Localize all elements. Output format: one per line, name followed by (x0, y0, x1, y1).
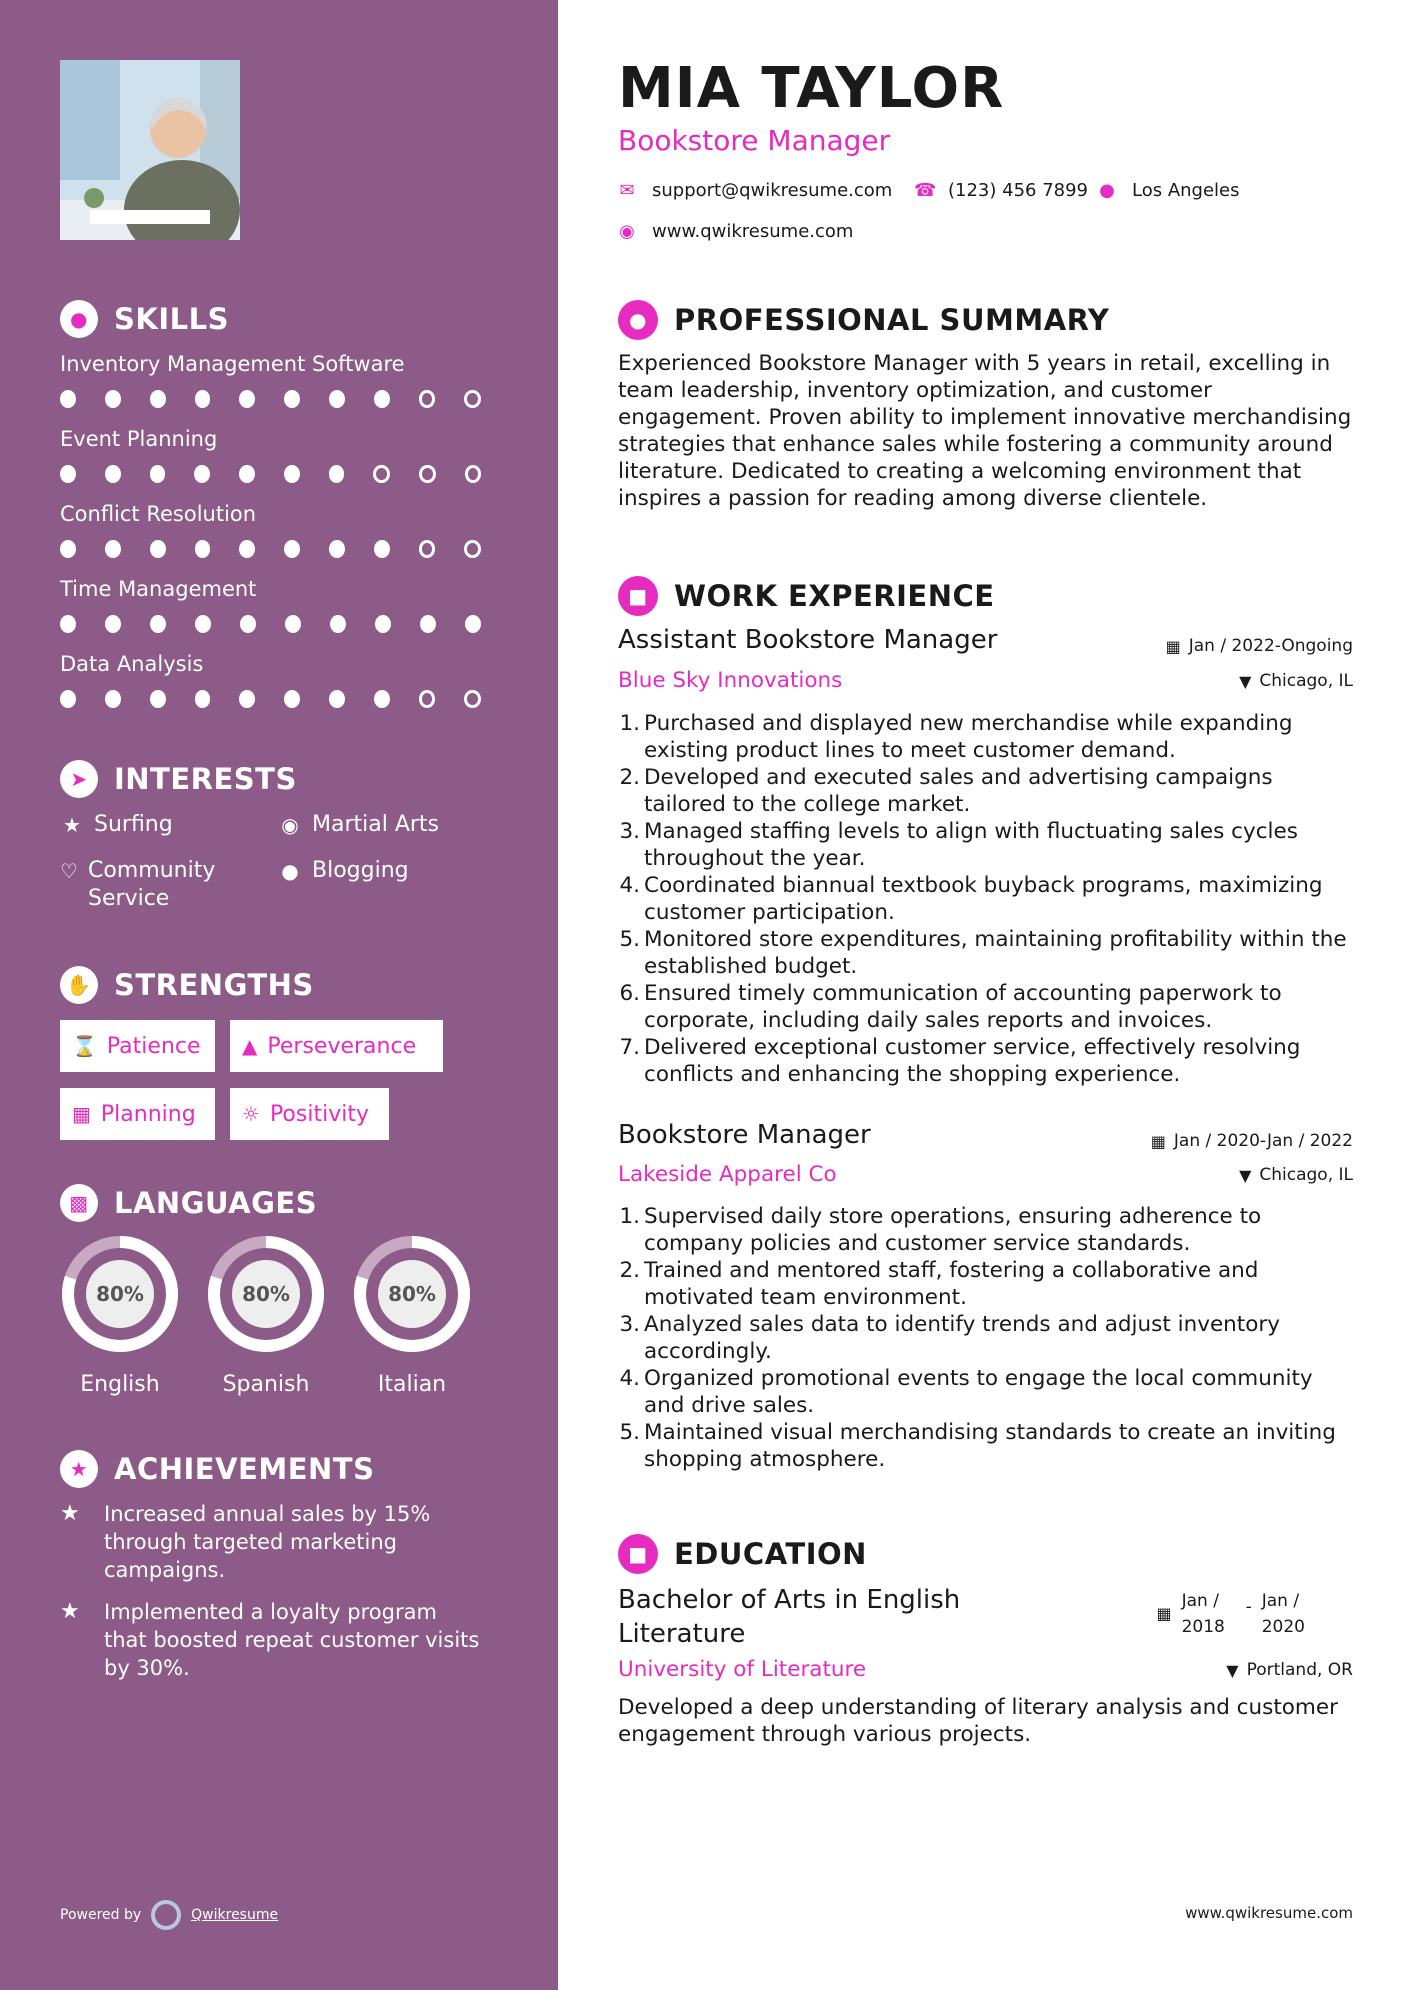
item-text: Purchased and displayed new merchandise while expanding existing product lines to meet customer demand. (644, 711, 1293, 763)
website-text[interactable]: www.qwikresume.com (652, 221, 854, 242)
skill-rating (60, 390, 510, 408)
candidate-name: MIA TAYLOR (618, 56, 1005, 121)
degree-line: Literature (618, 1619, 746, 1649)
item-number: 4. (619, 873, 640, 898)
map-pin-icon: ● (1099, 180, 1115, 201)
rating-dot-filled (195, 690, 211, 708)
rating-dot-filled (105, 615, 121, 633)
item-text: Ensured timely communication of accounting paperwork to corporate, including daily sales reports and invoices. (644, 981, 1282, 1033)
job-dates (1166, 636, 1353, 656)
rating-dot-filled (239, 465, 255, 483)
item-text: Coordinated biannual textbook buyback programs, maximizing customer participation. (644, 873, 1323, 925)
date-separator: - (1245, 1597, 1252, 1617)
contact-website[interactable] (618, 221, 853, 242)
item-number: 4. (619, 1366, 640, 1391)
rating-dot-filled (150, 465, 166, 483)
skill-item (60, 352, 510, 408)
skill-name: Conflict Resolution (60, 502, 257, 526)
rating-dot-filled (239, 390, 255, 408)
achievements-heading (60, 1450, 374, 1488)
degree-line: Bachelor of Arts in English (618, 1585, 961, 1615)
language-name: Italian (377, 1372, 447, 1397)
item-text: Monitored store expenditures, maintaining profitability within the established budget. (644, 927, 1347, 979)
job-dates (1151, 1131, 1353, 1151)
item-number: 7. (619, 1035, 640, 1060)
responsibility-item (618, 980, 1353, 1034)
rating-dot-filled (195, 615, 211, 633)
responsibility-item (618, 1365, 1353, 1419)
hand-icon: ♡ (60, 859, 78, 883)
rating-dot-filled (239, 690, 255, 708)
strength-tag (230, 1088, 389, 1140)
rating-dot-filled (374, 390, 390, 408)
paper-plane-icon: ➤ (60, 760, 98, 798)
shooting-star-icon: ★ (60, 1599, 80, 1624)
rating-dot-filled (150, 390, 166, 408)
pin-icon: ▼ (1239, 671, 1252, 691)
item-number: 1. (619, 1204, 640, 1229)
rating-dot-filled (329, 540, 345, 558)
item-number: 5. (619, 927, 640, 952)
rating-dot-filled (105, 540, 121, 558)
responsibility-item (618, 710, 1353, 764)
company-name: Blue Sky Innovations (618, 668, 843, 693)
degree-title (618, 1583, 960, 1651)
rating-dot-filled (284, 540, 300, 558)
responsibility-item (618, 1257, 1353, 1311)
skill-name: Inventory Management Software (60, 352, 405, 376)
skill-name: Time Management (60, 577, 257, 601)
responsibility-item (618, 1311, 1353, 1365)
summary-title: PROFESSIONAL SUMMARY (674, 303, 1110, 337)
languages-title: LANGUAGES (114, 1186, 318, 1220)
strength-label: Planning (100, 1101, 196, 1127)
skill-item (60, 652, 510, 708)
phone-text: (123) 456 7899 (948, 180, 1089, 201)
rating-dot-filled (60, 690, 76, 708)
responsibility-item (618, 764, 1353, 818)
rating-dot-filled (60, 465, 76, 483)
language-icon: ▩ (60, 1184, 98, 1222)
strength-tag (60, 1020, 215, 1072)
skill-name: Data Analysis (60, 652, 204, 676)
job-location (1239, 1165, 1353, 1185)
rating-dot-filled (150, 690, 166, 708)
rating-dot-empty (419, 690, 436, 708)
powered-brand-link[interactable]: Qwikresume (191, 1907, 279, 1923)
rating-dot-filled (240, 615, 256, 633)
start-month: Jan / (1181, 1591, 1219, 1611)
interest-item (60, 857, 250, 913)
powered-by (60, 1900, 278, 1930)
calendar-icon: ▦ (1150, 1131, 1166, 1151)
responsibility-item (618, 818, 1353, 872)
rating-dot-filled (105, 690, 121, 708)
candidate-role: Bookstore Manager (618, 124, 891, 157)
rating-dot-filled (105, 465, 121, 483)
rating-dot-filled (60, 540, 76, 558)
achievement-item (60, 1500, 480, 1584)
language-gauge (350, 1232, 474, 1356)
interest-label: Martial Arts (312, 812, 440, 837)
skill-rating (60, 690, 510, 708)
item-number: 2. (619, 765, 640, 790)
rating-dot-filled (195, 540, 211, 558)
contact-email[interactable] (618, 180, 892, 201)
interest-label: Blogging (312, 858, 409, 883)
globe-icon: ◉ (619, 221, 635, 242)
rating-dot-filled (150, 615, 166, 633)
skill-item (60, 427, 510, 483)
job-location-text: Chicago, IL (1259, 671, 1353, 691)
strengths-heading (60, 966, 314, 1004)
rating-dot-filled (284, 390, 300, 408)
star-icon: ★ (63, 813, 81, 837)
language-item (204, 1232, 328, 1397)
rating-dot-empty (419, 540, 436, 558)
briefcase-icon: ■ (618, 576, 658, 616)
language-gauge (58, 1232, 182, 1356)
end-year: 2020 (1261, 1617, 1305, 1637)
experience-title: WORK EXPERIENCE (674, 579, 995, 613)
strength-label: Patience (106, 1033, 201, 1059)
education-heading (618, 1534, 867, 1574)
strength-tag (60, 1088, 215, 1140)
rating-dot-filled (60, 390, 76, 408)
achievement-text: Increased annual sales by 15% through targeted marketing campaigns. (104, 1502, 431, 1582)
language-percent: 80% (388, 1282, 436, 1306)
interest-label: Community Service (88, 858, 216, 911)
responsibility-item (618, 1034, 1353, 1088)
school-name: University of Literature (618, 1657, 867, 1682)
language-item (350, 1232, 474, 1397)
item-text: Managed staffing levels to align with fluctuating sales cycles throughout the year. (644, 819, 1298, 871)
item-text: Maintained visual merchandising standards to create an inviting shopping atmosphere. (644, 1420, 1336, 1472)
rating-dot-empty (419, 465, 436, 483)
item-text: Delivered exceptional customer service, effectively resolving conflicts and enhancing the shopping experience. (644, 1035, 1301, 1087)
item-text: Developed and executed sales and advertising campaigns tailored to the college market. (644, 765, 1273, 817)
star-badge-icon: ★ (60, 1450, 98, 1488)
road-icon: ▲ (242, 1034, 258, 1058)
contact-location (1098, 180, 1240, 201)
end-month: Jan / (1261, 1591, 1300, 1611)
skill-item (60, 502, 510, 558)
footer-url[interactable]: www.qwikresume.com (1185, 1904, 1353, 1922)
rating-dot-filled (150, 540, 166, 558)
rating-dot-filled (375, 615, 391, 633)
item-text: Trained and mentored staff, fostering a collaborative and motivated team environment. (644, 1258, 1259, 1310)
profile-photo (60, 60, 240, 240)
interest-item (60, 811, 260, 839)
responsibility-item (618, 926, 1353, 980)
rating-dot-filled (285, 615, 301, 633)
rating-dot-filled (329, 465, 345, 483)
strength-tag (230, 1020, 443, 1072)
pin-icon: ▼ (1239, 1165, 1252, 1185)
rating-dot-empty (373, 465, 390, 483)
hourglass-icon: ⌛ (72, 1034, 97, 1058)
language-percent: 80% (242, 1282, 290, 1306)
skills-heading (60, 300, 229, 338)
interests-heading (60, 760, 297, 798)
graduation-icon: ■ (618, 1534, 658, 1574)
strengths-title: STRENGTHS (114, 968, 314, 1002)
users-icon: ● (281, 859, 299, 883)
strength-label: Positivity (269, 1101, 369, 1127)
achievements-title: ACHIEVEMENTS (114, 1452, 375, 1486)
skill-rating (60, 465, 510, 483)
envelope-icon: ✉ (619, 180, 635, 201)
globe-icon: ◉ (281, 813, 299, 837)
achievement-text: Implemented a loyalty program that boosted repeat customer visits by 30%. (104, 1600, 480, 1680)
phone-icon: ☎ (914, 180, 937, 201)
rating-dot-filled (239, 540, 255, 558)
rating-dot-empty (464, 690, 481, 708)
rating-dot-filled (329, 690, 345, 708)
interest-item (278, 857, 478, 885)
sun-icon: ☼ (242, 1102, 260, 1126)
skill-rating (60, 540, 510, 558)
summary-text: Experienced Bookstore Manager with 5 years in retail, excelling in team leadership, inventory optimization, and customer engagement. Proven ability to implement innovative merchandising strategies that enhance sales while fostering a community around literature. Dedicated to creating a welcoming environment that inspires a passion for reading among diverse clientele. (618, 351, 1352, 511)
rating-dot-empty (464, 390, 481, 408)
responsibility-item (618, 1203, 1353, 1257)
rating-dot-filled (465, 615, 481, 633)
item-number: 3. (619, 819, 640, 844)
summary-heading (618, 300, 1109, 340)
job-dates-text: Jan / 2022-Ongoing (1188, 636, 1353, 656)
company-name: Lakeside Apparel Co (618, 1162, 837, 1187)
education-title: EDUCATION (674, 1537, 867, 1571)
item-text: Supervised daily store operations, ensuring adherence to company policies and customer service standards. (644, 1204, 1262, 1256)
sidebar (0, 0, 558, 1990)
experience-heading (618, 576, 995, 616)
skill-name: Event Planning (60, 427, 218, 451)
rating-dot-filled (420, 615, 436, 633)
job-responsibilities (618, 1203, 1353, 1473)
skill-item (60, 577, 510, 633)
job-dates-text: Jan / 2020-Jan / 2022 (1173, 1131, 1353, 1151)
job-title: Bookstore Manager (618, 1120, 871, 1150)
responsibility-item (618, 1419, 1353, 1473)
language-percent: 80% (96, 1282, 144, 1306)
item-number: 5. (619, 1420, 640, 1445)
rating-dot-empty (464, 540, 481, 558)
responsibility-item (618, 872, 1353, 926)
language-name: English (80, 1372, 160, 1397)
interests-title: INTERESTS (114, 762, 297, 796)
job-responsibilities (618, 710, 1353, 1088)
rating-dot-filled (330, 615, 346, 633)
job-title: Assistant Bookstore Manager (618, 625, 998, 655)
pin-icon: ▼ (1226, 1660, 1239, 1680)
item-number: 1. (619, 711, 640, 736)
rating-dot-filled (374, 540, 390, 558)
calendar-icon: ▦ (72, 1102, 91, 1126)
calendar-icon: ▦ (1156, 1604, 1172, 1623)
start-year: 2018 (1181, 1617, 1225, 1637)
item-number: 2. (619, 1258, 640, 1283)
user-icon: ● (618, 300, 658, 340)
skills-title: SKILLS (114, 302, 229, 336)
rating-dot-filled (284, 465, 300, 483)
rating-dot-filled (194, 465, 210, 483)
education-description: Developed a deep understanding of literary analysis and customer engagement through various projects. (618, 1695, 1338, 1747)
language-item (58, 1232, 182, 1397)
shooting-star-icon: ★ (60, 1501, 80, 1526)
contact-phone (914, 180, 1088, 201)
rating-dot-empty (465, 465, 482, 483)
language-name: Spanish (222, 1372, 310, 1397)
interest-item (278, 811, 478, 839)
qwikresume-logo-icon (151, 1900, 181, 1930)
item-text: Analyzed sales data to identify trends and adjust inventory accordingly. (644, 1312, 1280, 1364)
location-text: Los Angeles (1132, 180, 1240, 201)
main-content (618, 0, 1353, 1990)
lightbulb-icon: ● (60, 300, 98, 338)
strength-label: Perseverance (267, 1033, 417, 1059)
calendar-icon: ▦ (1165, 636, 1181, 656)
fist-icon: ✋ (60, 966, 98, 1004)
item-number: 3. (619, 1312, 640, 1337)
rating-dot-filled (284, 690, 300, 708)
school-location (1226, 1660, 1353, 1680)
language-gauge (204, 1232, 328, 1356)
rating-dot-filled (329, 390, 345, 408)
rating-dot-filled (195, 390, 211, 408)
rating-dot-filled (105, 390, 121, 408)
school-location-text: Portland, OR (1246, 1660, 1353, 1680)
email-text[interactable]: support@qwikresume.com (652, 180, 893, 201)
job-location-text: Chicago, IL (1259, 1165, 1353, 1185)
education-dates (1156, 1588, 1305, 1640)
languages-heading (60, 1184, 317, 1222)
rating-dot-empty (419, 390, 436, 408)
item-text: Organized promotional events to engage the local community and drive sales. (644, 1366, 1313, 1418)
interest-label: Surfing (94, 812, 173, 837)
skill-rating (60, 615, 510, 633)
achievement-item (60, 1598, 480, 1682)
powered-label: Powered by (60, 1907, 142, 1923)
item-number: 6. (619, 981, 640, 1006)
rating-dot-filled (374, 690, 390, 708)
rating-dot-filled (60, 615, 76, 633)
job-location (1239, 671, 1353, 691)
